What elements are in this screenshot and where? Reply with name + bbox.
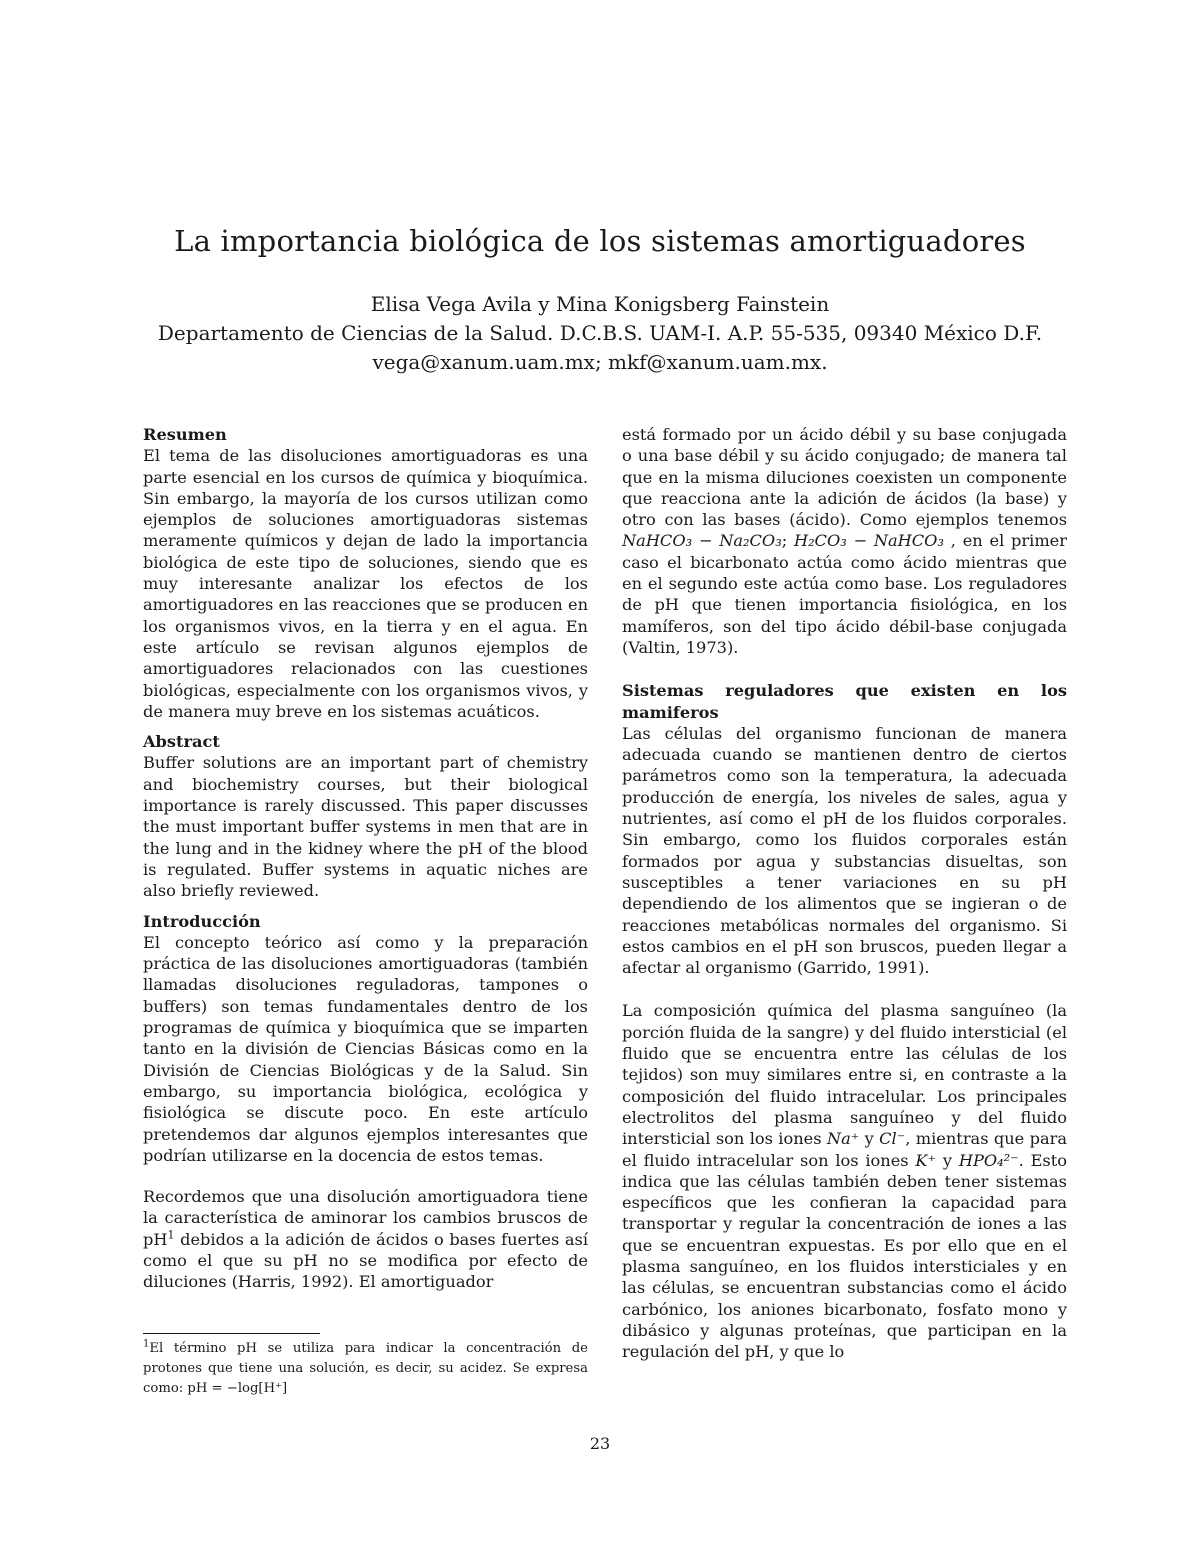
footnote bbox=[143, 1339, 588, 1399]
right-column bbox=[622, 424, 1067, 1362]
sistemas-p2-text-b: , mientras que para el fluido intracelular son los iones bbox=[622, 1129, 1068, 1170]
intro-p2-text-b: debidos a la adición de ácidos o bases fuertes así como el que su pH no se modifica por efecto de diluciones (Harris, 1992). El amortiguador bbox=[143, 1229, 588, 1292]
sistemas-paragraph-1: Las células del organismo funcionan de manera adecuada cuando se mantienen dentro de ciertos parámetros como son la temperatura, la adecuada producción de energía, los niveles de sales, agua y nutrientes, así como el pH de los fluidos corporales. Sin embargo, como los fluidos corporales están formados por agua y substancias disueltas, son susceptibles a tener variaciones en su pH dependiendo de los alimentos que se ingieran o de reacciones metabólicas normales del organismo. Si estos cambios en el pH son bruscos, pueden llegar a afectar al organismo (Garrido, 1991). bbox=[622, 723, 1067, 978]
introduccion-paragraph-1: El concepto teórico así como y la preparación práctica de las disoluciones amortiguadoras (también llamadas disoluciones reguladoras, tampones o buffers) son temas fundamentales dentro de los programas de química y bioquímica que se imparten tanto en la división de Ciencias Básicas como en la División de Ciencias Biológicas y de la Salud. Sin embargo, su importancia biológica, ecológica y fisiológica se discute poco. En este artículo pretendemos dar algunos ejemplos interesantes que podrían utilizarse en la docencia de estos temas. bbox=[143, 932, 588, 1165]
ion-phosphate: HPO₄²⁻ bbox=[958, 1150, 1019, 1170]
introduccion-paragraph-2 bbox=[143, 1186, 588, 1292]
page-number: 23 bbox=[589, 1434, 611, 1453]
author-block bbox=[0, 290, 1200, 377]
formula-separator: ; bbox=[781, 531, 794, 551]
author-names: Elisa Vega Avila y Mina Konigsberg Fainstein bbox=[370, 292, 830, 316]
footnote-rule bbox=[143, 1333, 320, 1334]
sistemas-p2-text-a: La composición química del plasma sanguíneo (la porción fluida de la sangre) y del fluido intersticial (el fluido que se encuentra entre las células de los tejidos) son muy similares entre si, en contraste a la composición del fluido intracelular. Los principales electrolitos del plasma sanguíneo y del fluido intersticial son los iones bbox=[622, 1001, 1067, 1149]
ion-chloride: Cl⁻ bbox=[879, 1129, 906, 1149]
affiliation: Departamento de Ciencias de la Salud. D.C.B.S. UAM-I. A.P. 55-535, 09340 México D.F. bbox=[157, 321, 1043, 345]
conjunction-1: y bbox=[859, 1129, 880, 1149]
abstract-heading: Abstract bbox=[143, 732, 220, 752]
ion-potassium: K⁺ bbox=[915, 1150, 937, 1170]
author-emails: vega@xanum.uam.mx; mkf@xanum.uam.mx. bbox=[372, 350, 828, 374]
conjunction-2: y bbox=[936, 1150, 959, 1170]
resumen-heading: Resumen bbox=[143, 425, 227, 444]
ion-sodium: Na⁺ bbox=[826, 1129, 860, 1149]
intro-p3-text-a: está formado por un ácido débil y su base conjugada o una base débil y su ácido conjugado; de manera tal que en la misma diluciones coexisten un componente que reacciona ante la adición de ácidos (la base) y otro con las bases (ácido). Como ejemplos tenemos bbox=[622, 425, 1067, 530]
formula-bicarbonate-carbonate: NaHCO₃ − Na₂CO₃ bbox=[622, 531, 782, 551]
sistemas-heading: Sistemas reguladores que existen en los mamiferos bbox=[622, 681, 1067, 722]
intro-p2-text-a: Recordemos que una disolución amortiguadora tiene la característica de aminorar los cambios bruscos de pH bbox=[143, 1187, 588, 1249]
resumen-body: El tema de las disoluciones amortiguadoras es una parte esencial en los cursos de química y bioquímica. Sin embargo, la mayoría de los cursos utilizan como ejemplos de soluciones amortiguadoras sistemas meramente químicos y dejan de lado la importancia biológica de este tipo de soluciones, siendo que es muy interesante analizar los efectos de los amortiguadores en las reacciones que se producen en los organismos vivos, en la tierra y en el agua. En este artículo se revisan algunos ejemplos de amortiguadores relacionados con las cuestiones biológicas, especialmente con los organismos vivos, y de manera muy breve en los sistemas acuáticos. bbox=[143, 446, 588, 721]
introduccion-paragraph-3 bbox=[622, 424, 1067, 658]
footnote-marker: 1 bbox=[167, 1228, 175, 1242]
left-column bbox=[143, 424, 588, 1293]
intro-p3-text-b: , en el primer caso el bicarbonato actúa como ácido mientras que en el segundo este actúa como base. Los reguladores de pH que tienen importancia fisiológica, en los mamíferos, son del tipo ácido débil-base conjugada (Valtin, 1973). bbox=[622, 531, 1067, 657]
formula-carbonic-bicarbonate: H₂CO₃ − NaHCO₃ bbox=[793, 531, 944, 551]
footnote-text: El término pH se utiliza para indicar la concentración de protones que tiene una solución, es decir, su acidez. Se expresa como: pH = −log[H⁺] bbox=[143, 1341, 588, 1396]
paper-title: La importancia biológica de los sistemas amortiguadores bbox=[174, 224, 1026, 258]
footnote-number: 1 bbox=[143, 1338, 150, 1350]
sistemas-p2-text-c: . Esto indica que las células también deben tener sistemas específicos que les confieran la capacidad para transportar y regular la concentración de iones a las que se encuentran expuestas. Es por ello que en el plasma sanguíneo, en los fluidos intersticiales y en las células, se encuentran substancias como el ácido carbónico, los aniones bicarbonato, fosfato mono y dibásico y algunas proteínas, que participan en la regulación del pH, y que lo bbox=[622, 1150, 1067, 1362]
abstract-body: Buffer solutions are an important part of chemistry and biochemistry courses, but their biological importance is rarely discussed. This paper discusses the must important buffer systems in men that are in the lung and in the kidney where the pH of the blood is regulated. Buffer systems in aquatic niches are also briefly reviewed. bbox=[143, 753, 588, 901]
introduccion-heading: Introducción bbox=[143, 911, 261, 931]
sistemas-paragraph-2 bbox=[622, 1000, 1067, 1362]
